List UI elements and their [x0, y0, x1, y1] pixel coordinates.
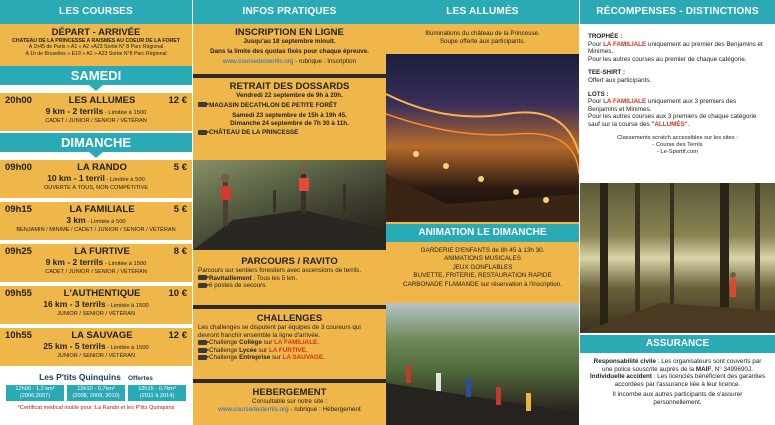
tshirt-detail: Offert aux participants. [588, 76, 652, 84]
rc-text: : Les organisateurs sont couverts par une police souscrite auprès de la [602, 358, 762, 373]
race-card [0, 328, 192, 366]
recompenses-header: RÉCOMPENSES - DISTINCTIONS [580, 0, 775, 24]
inscription-quota: Dans la limite des quotas fixés pour chaque épreuve. [210, 47, 369, 55]
certificat-note: *Certificat médical inutile pour :La Rando et les P'tits Quinquins [17, 404, 175, 411]
retrait-decathlon: MAGASIN DECATHLON DE PETITE FORÊT [209, 101, 337, 109]
assurance-header: ASSURANCE [580, 335, 775, 353]
challenge-race: LA SAUVAGE. [282, 354, 325, 362]
retrait-chateau: CHÂTEAU DE LA PRINCESSE [209, 129, 299, 137]
quinquins-box-time: 12h10 - 0,7km² [77, 386, 115, 392]
terril-climb-illustration [386, 303, 579, 425]
lots-pour: Pour [588, 98, 604, 106]
quinquins-box-years: (2008, 2009, 2010) [72, 392, 120, 399]
race-name: LA FAMILIALE [69, 204, 135, 215]
depart-title: DÉPART - ARRIVÉE [51, 27, 141, 38]
ia-label: Individuelle accident [590, 373, 652, 381]
challenges-desc: Les challenges se disputent par équipes de 3 coureurs qui devront franchir ensemble la ligne d'arrivée. [198, 324, 361, 339]
arrow-icon [198, 340, 207, 345]
animation-header: ANIMATION LE DIMANCHE [386, 224, 579, 242]
lots-label: LOTS : [588, 90, 609, 98]
challenge-type: Lycée [239, 346, 257, 354]
quinquins-box-time: 12h15 - 0,7km² [138, 386, 176, 392]
allumes-info [386, 24, 579, 52]
quinquins-box [6, 385, 64, 401]
race-categories: CADET / JUNIOR / SENIOR / VÉTÉRAN [45, 269, 147, 275]
challenge-label: Challenge [209, 339, 240, 347]
hebergement-url[interactable]: www.coursedesterrils.org [218, 405, 289, 413]
allumes-column [386, 0, 579, 425]
race-limit: - Limitée à 500 [85, 219, 126, 225]
challenges-section [193, 310, 386, 378]
race-card [0, 244, 192, 282]
race-time: 20h00 [5, 95, 32, 106]
inscription-deadline: Jusqu'au 18 septembre minuit. [243, 38, 336, 45]
challenge-sur: sur [261, 339, 275, 347]
parcours-desc: Parcours sur sentiers forestiers avec ascensions de terrils. [198, 267, 362, 274]
race-distance: 3 km [66, 215, 86, 225]
race-price: 12 € [168, 95, 187, 106]
night-run-photo [386, 54, 579, 222]
assurance-text [580, 354, 775, 411]
race-price: 8 € [173, 246, 187, 257]
race-name: L'AUTHENTIQUE [63, 288, 141, 299]
allumes-soupe: Soupe offerte aux participants. [439, 37, 526, 45]
retrait-vendredi: Vendredi 22 septembre de 9h à 20h. [236, 92, 343, 99]
race-time: 10h55 [5, 330, 32, 341]
depart-paris: A 1h45 de Paris » A1 » A2 »A23 Sortie N° 8 Parc Régional [28, 44, 164, 51]
divider [193, 305, 386, 309]
car-icon [198, 102, 207, 107]
classements-site1[interactable]: - Course des Terrils [652, 141, 703, 148]
challenge-label: Challenge [209, 346, 240, 354]
ia-text: : Les licenciés bénéficient des garanties accordées par l'assurance liée à leur licence. [614, 373, 765, 388]
hebergement-desc: Consultable sur notre site : [252, 398, 327, 405]
quinquins-title [0, 372, 192, 382]
challenge-race: LA FAMILIALE. [274, 339, 319, 347]
race-categories: CADET / JUNIOR / SENIOR / VÉTÉRAN [45, 118, 147, 124]
race-card [0, 160, 192, 198]
trophee-race: LA FAMILIALE [603, 40, 647, 48]
parcours-title: PARCOURS / RAVITO [241, 256, 338, 267]
animation-list [386, 244, 579, 292]
challenge-type: Entreprise [239, 354, 271, 362]
courses-column [0, 0, 192, 425]
quinquins-box [67, 385, 125, 401]
race-distance: 25 km - 5 terrils [43, 341, 106, 351]
race-name: LA RANDO [77, 162, 127, 173]
race-price: 10 € [168, 288, 187, 299]
trophee-others: Pour les autres courses au premier de chaque catégorie. [588, 55, 747, 63]
trophee-pour: Pour [588, 40, 604, 48]
rc-number: , N° 3499690J. [711, 365, 753, 373]
race-time: 09h55 [5, 288, 32, 299]
infos-header: INFOS PRATIQUES [193, 0, 386, 24]
retrait-title: RETRAIT DES DOSSARDS [229, 81, 350, 92]
race-name: LES ALLUMES [68, 95, 136, 106]
assurance-note: Il incombe aux autres participants de s'assurer personnellement. [612, 391, 743, 406]
race-name: LA SAUVAGE [71, 330, 133, 341]
animation-item: GARDERIE D'ENFANTS de 8h 45 à 13h 30. [420, 247, 545, 254]
first-aid-icon [198, 283, 207, 288]
race-price: 5 € [173, 204, 187, 215]
race-price: 12 € [168, 330, 187, 341]
classements-label: Classements scratch accessibles sur les sites : [617, 134, 738, 141]
race-distance: 9 km - 2 terrils [45, 257, 104, 267]
animation-item: CARBONADE FLAMANDE sur réservation à l'inscription. [402, 280, 563, 288]
quinquins-box [128, 385, 186, 401]
divider [193, 379, 386, 383]
race-limit: - Limitée à 1500 [103, 261, 147, 267]
race-limit: - Limitée à 1500 [103, 110, 147, 116]
inscription-title: INSCRIPTION EN LIGNE [235, 27, 344, 38]
hebergement-section [193, 384, 386, 416]
race-categories: JUNIOR / SENIOR / VÉTÉRAN [56, 353, 135, 359]
challenge-type: Collège [239, 339, 262, 347]
ravito-value: : Tous les 5 km. [251, 274, 298, 282]
race-card [0, 286, 192, 324]
race-time: 09h15 [5, 204, 32, 215]
recompenses-column [580, 0, 775, 425]
race-distance: 10 km - 1 terril [47, 173, 105, 183]
forest-race-photo [580, 183, 775, 333]
secours-text: 6 postes de secours. [209, 282, 268, 290]
race-name: LA FURTIVE [74, 246, 130, 257]
race-limit: - Limitée à 1500 [105, 345, 149, 351]
race-card [0, 93, 192, 131]
lots-race: LA FAMILIALE [603, 98, 647, 106]
quinquins-box-years: (2006,2007) [19, 392, 51, 399]
race-time: 09h25 [5, 246, 32, 257]
challenge-sur: sur [256, 346, 269, 354]
samedi-band: SAMEDI [0, 66, 192, 85]
car-icon [198, 130, 207, 135]
runners-forest-photo [193, 160, 386, 250]
lots-detail: uniquement aux 3 premiers des Benjamins et Minimes. [588, 98, 737, 113]
rc-maif: MAIF [695, 365, 712, 373]
hebergement-title: HEBERGEMENT [252, 387, 327, 398]
challenge-sur: sur [270, 354, 283, 362]
arrow-icon [198, 355, 207, 360]
quinquins-boxes [0, 385, 192, 401]
inscription-url[interactable]: www.coursedesterrils.org [223, 58, 294, 66]
lots-end: . [687, 120, 690, 128]
race-limit: - Limitée à 1500 [105, 303, 149, 309]
race-distance: 9 km - 2 terrils [45, 106, 104, 116]
arrow-icon [198, 348, 207, 353]
dimanche-band: DIMANCHE [0, 133, 192, 152]
hebergement-rubrique: - rubrique : Hébergement [288, 405, 361, 413]
depart-bruxelles: A 1h de Bruxelles » E19 » A2 » A23 Sortie N°8 Parc Régional [25, 50, 167, 57]
parcours-section [193, 253, 386, 305]
challenge-race: LA FURTIVE. [268, 346, 308, 354]
allumes-header: LES ALLUMÉS [386, 0, 579, 24]
forest-illustration [580, 183, 775, 333]
night-run-illustration [386, 54, 579, 222]
quinquins-offered: Offertes [128, 375, 153, 382]
animation-item: JEUX GONFLABLES [452, 263, 513, 271]
classements-site2[interactable]: - Le-Sportif.com [656, 148, 699, 155]
challenges-title: CHALLENGES [256, 313, 323, 324]
infos-column [193, 0, 386, 425]
race-card [0, 202, 192, 240]
inscription-section [193, 24, 386, 74]
trophee-label: TROPHÉE : [588, 33, 623, 40]
race-categories: OUVERTE À TOUS, NON COMPÉTITIVE [43, 185, 149, 191]
runners-illustration [193, 160, 386, 250]
quinquins-name: Les P'tits Quinquins [39, 372, 121, 382]
terril-climb-photo [386, 303, 579, 425]
courses-header: LES COURSES [0, 0, 192, 24]
tshirt-label: TEE-SHIRT : [588, 69, 626, 77]
race-distance: 16 km - 3 terrils [43, 299, 106, 309]
retrait-samedi: Samedi 23 septembre de 15h à 19h 45. [232, 112, 347, 120]
race-time: 09h00 [5, 162, 32, 173]
race-categories: JUNIOR / SENIOR / VÉTÉRAN [56, 311, 135, 317]
trophee-detail: uniquement au premier des Benjamins et Minimes. [588, 40, 763, 56]
quinquins-box-time: 12h00 - 1,2 km² [15, 386, 55, 392]
lots-allumes: "ALLUMÉS" [651, 120, 688, 128]
challenge-label: Challenge [209, 354, 240, 362]
depart-location: CHATEAU DE LA PRINCESSE A RAISMES AU COEUR DE LA FORET [12, 38, 180, 44]
retrait-section [193, 78, 386, 160]
allumes-illuminations: Illuminations du château de la Princesse. [425, 30, 540, 37]
depart-arrivee-block [0, 24, 192, 66]
race-categories: BENJAMIN / MINIME / CADET / JUNIOR / SENIOR / VÉTÉRAN [16, 227, 176, 233]
lots-others: Pour les autres courses aux 3 premiers de chaque catégorie sauf sur la course des [588, 113, 757, 128]
quinquins-box-years: (2011 à 2014) [139, 392, 175, 399]
animation-item: ANIMATIONS MUSICALES [444, 255, 521, 263]
race-limit: - Limitée à 500 [104, 177, 145, 183]
rc-label: Responsabilité civile [593, 358, 656, 365]
water-icon [198, 275, 207, 280]
animation-item: BUVETTE, FRITERIE, RESTAURATION RAPIDE [413, 272, 552, 280]
retrait-dimanche: Dimanche 24 septembre de 7h 30 à 11h. [230, 119, 349, 127]
inscription-rubrique: - rubrique : Inscription [293, 58, 356, 66]
race-price: 5 € [173, 162, 187, 173]
recompenses-list [580, 24, 775, 156]
ravito-label: Ravitaillement [209, 274, 252, 282]
